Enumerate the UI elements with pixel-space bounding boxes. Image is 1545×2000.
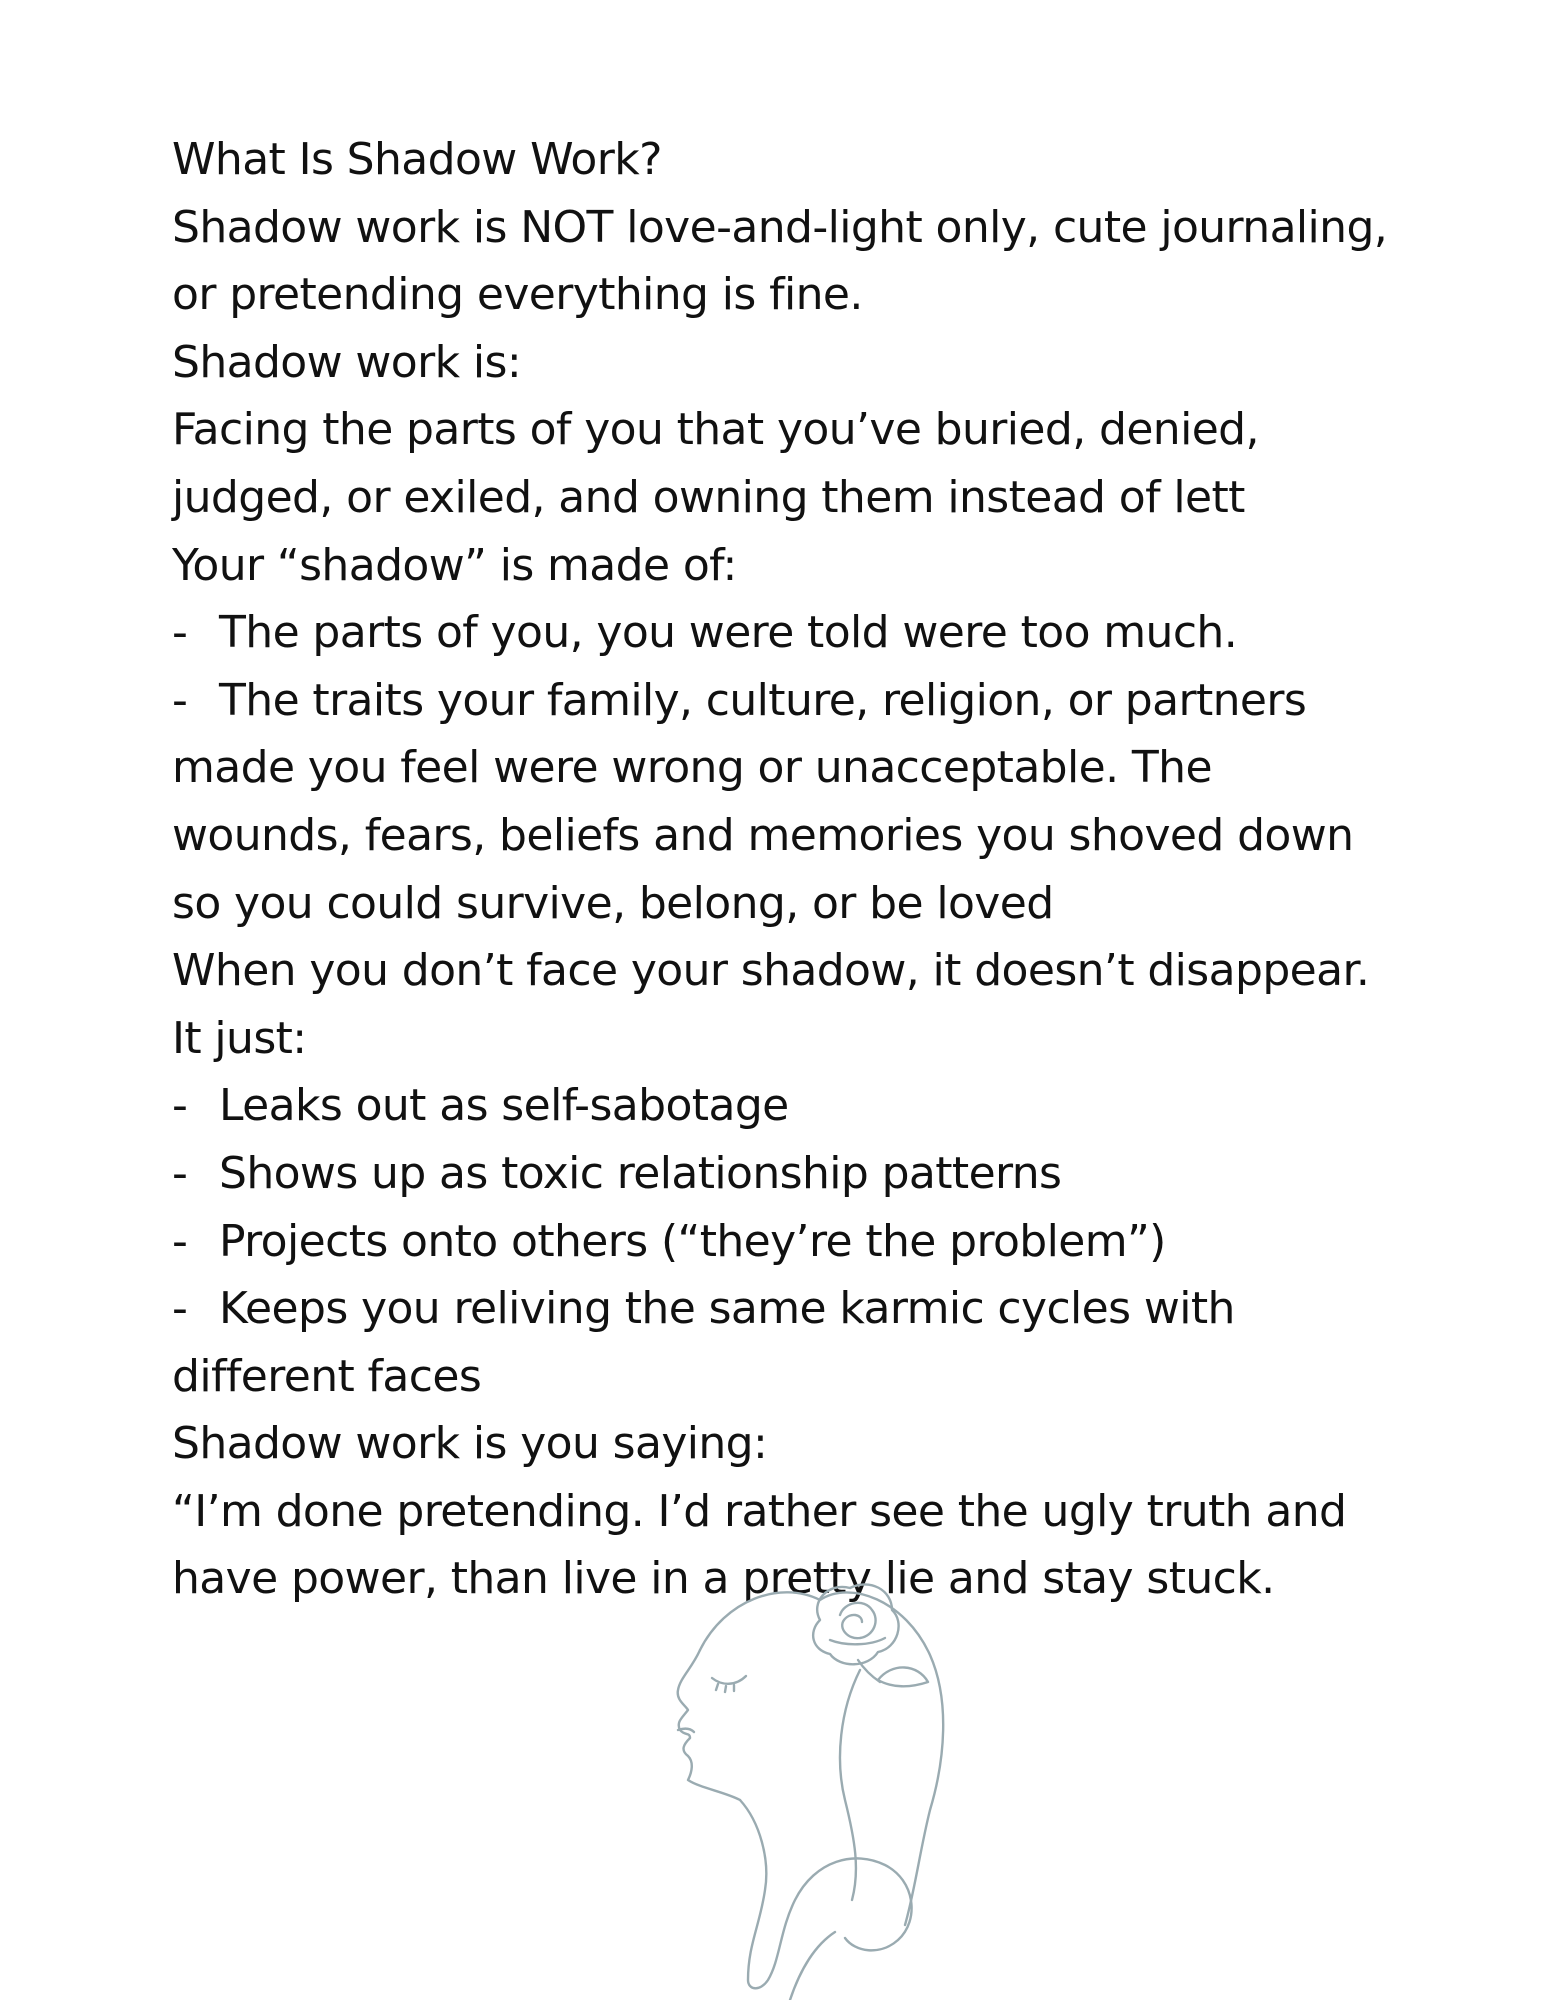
face-profile xyxy=(678,1650,740,1800)
list-item xyxy=(172,667,1512,735)
effects-continuation: different faces xyxy=(172,1350,482,1402)
list-item-text: Leaks out as self-sabotage xyxy=(219,1080,789,1132)
document-title: What Is Shadow Work? xyxy=(172,134,662,185)
list-item xyxy=(172,1208,1512,1276)
unfaced-line-2: It just: xyxy=(172,1012,307,1064)
list-item xyxy=(172,1140,1512,1208)
list-item-text: Projects onto others (“they’re the problem”) xyxy=(219,1215,1166,1267)
document-body xyxy=(172,126,1512,1613)
quote-line-1: “I’m done pretending. I’d rather see the ugly truth and xyxy=(172,1485,1347,1537)
definition-line-2: judged, or exiled, and owning them instead of lett xyxy=(172,471,1245,523)
flowing-line xyxy=(790,1932,835,2000)
list-item xyxy=(172,1275,1512,1343)
quote-line-2: have power, than live in a pretty lie and stay stuck. xyxy=(172,1553,1275,1605)
list-item-text: The traits your family, culture, religion, or partners xyxy=(219,674,1307,726)
made-of-continuation-1: made you feel were wrong or unacceptable. The xyxy=(172,742,1212,794)
bullet-marker: - xyxy=(172,1147,188,1199)
bullet-marker: - xyxy=(172,1080,188,1132)
rose-petals xyxy=(840,1603,876,1638)
made-of-label: Your “shadow” is made of: xyxy=(172,539,737,591)
intro-line-2: or pretending everything is fine. xyxy=(172,269,863,321)
list-item xyxy=(172,1072,1512,1140)
list-item xyxy=(172,599,1512,667)
bullet-marker: - xyxy=(172,674,188,726)
list-item-text: Keeps you reliving the same karmic cycles with xyxy=(219,1283,1235,1335)
closed-eye xyxy=(712,1676,746,1684)
bullet-marker: - xyxy=(172,1283,188,1335)
line-art-svg xyxy=(630,1560,970,2000)
rose-stem xyxy=(858,1660,880,1682)
list-item-text: The parts of you, you were told were too much. xyxy=(219,607,1238,659)
made-of-continuation-2: wounds, fears, beliefs and memories you shoved down xyxy=(172,809,1354,861)
shadow-work-is-label: Shadow work is: xyxy=(172,336,522,388)
hair-strand xyxy=(840,1670,860,1900)
bullet-marker: - xyxy=(172,1215,188,1267)
unfaced-line-1: When you don’t face your shadow, it doesn’t disappear. xyxy=(172,945,1370,997)
neck-line xyxy=(740,1800,912,1988)
intro-line-1: Shadow work is NOT love-and-light only, cute journaling, xyxy=(172,201,1388,253)
hair-outline xyxy=(700,1592,943,1925)
woman-profile-with-rose-line-art-icon xyxy=(630,1560,970,2000)
list-item-text: Shows up as toxic relationship patterns xyxy=(219,1147,1062,1199)
eyelashes xyxy=(716,1684,734,1692)
saying-label: Shadow work is you saying: xyxy=(172,1418,768,1470)
rose-leaf xyxy=(878,1667,928,1686)
made-of-continuation-3: so you could survive, belong, or be loved xyxy=(172,877,1054,929)
definition-line-1: Facing the parts of you that you’ve buried, denied, xyxy=(172,404,1259,456)
bullet-marker: - xyxy=(172,607,188,659)
